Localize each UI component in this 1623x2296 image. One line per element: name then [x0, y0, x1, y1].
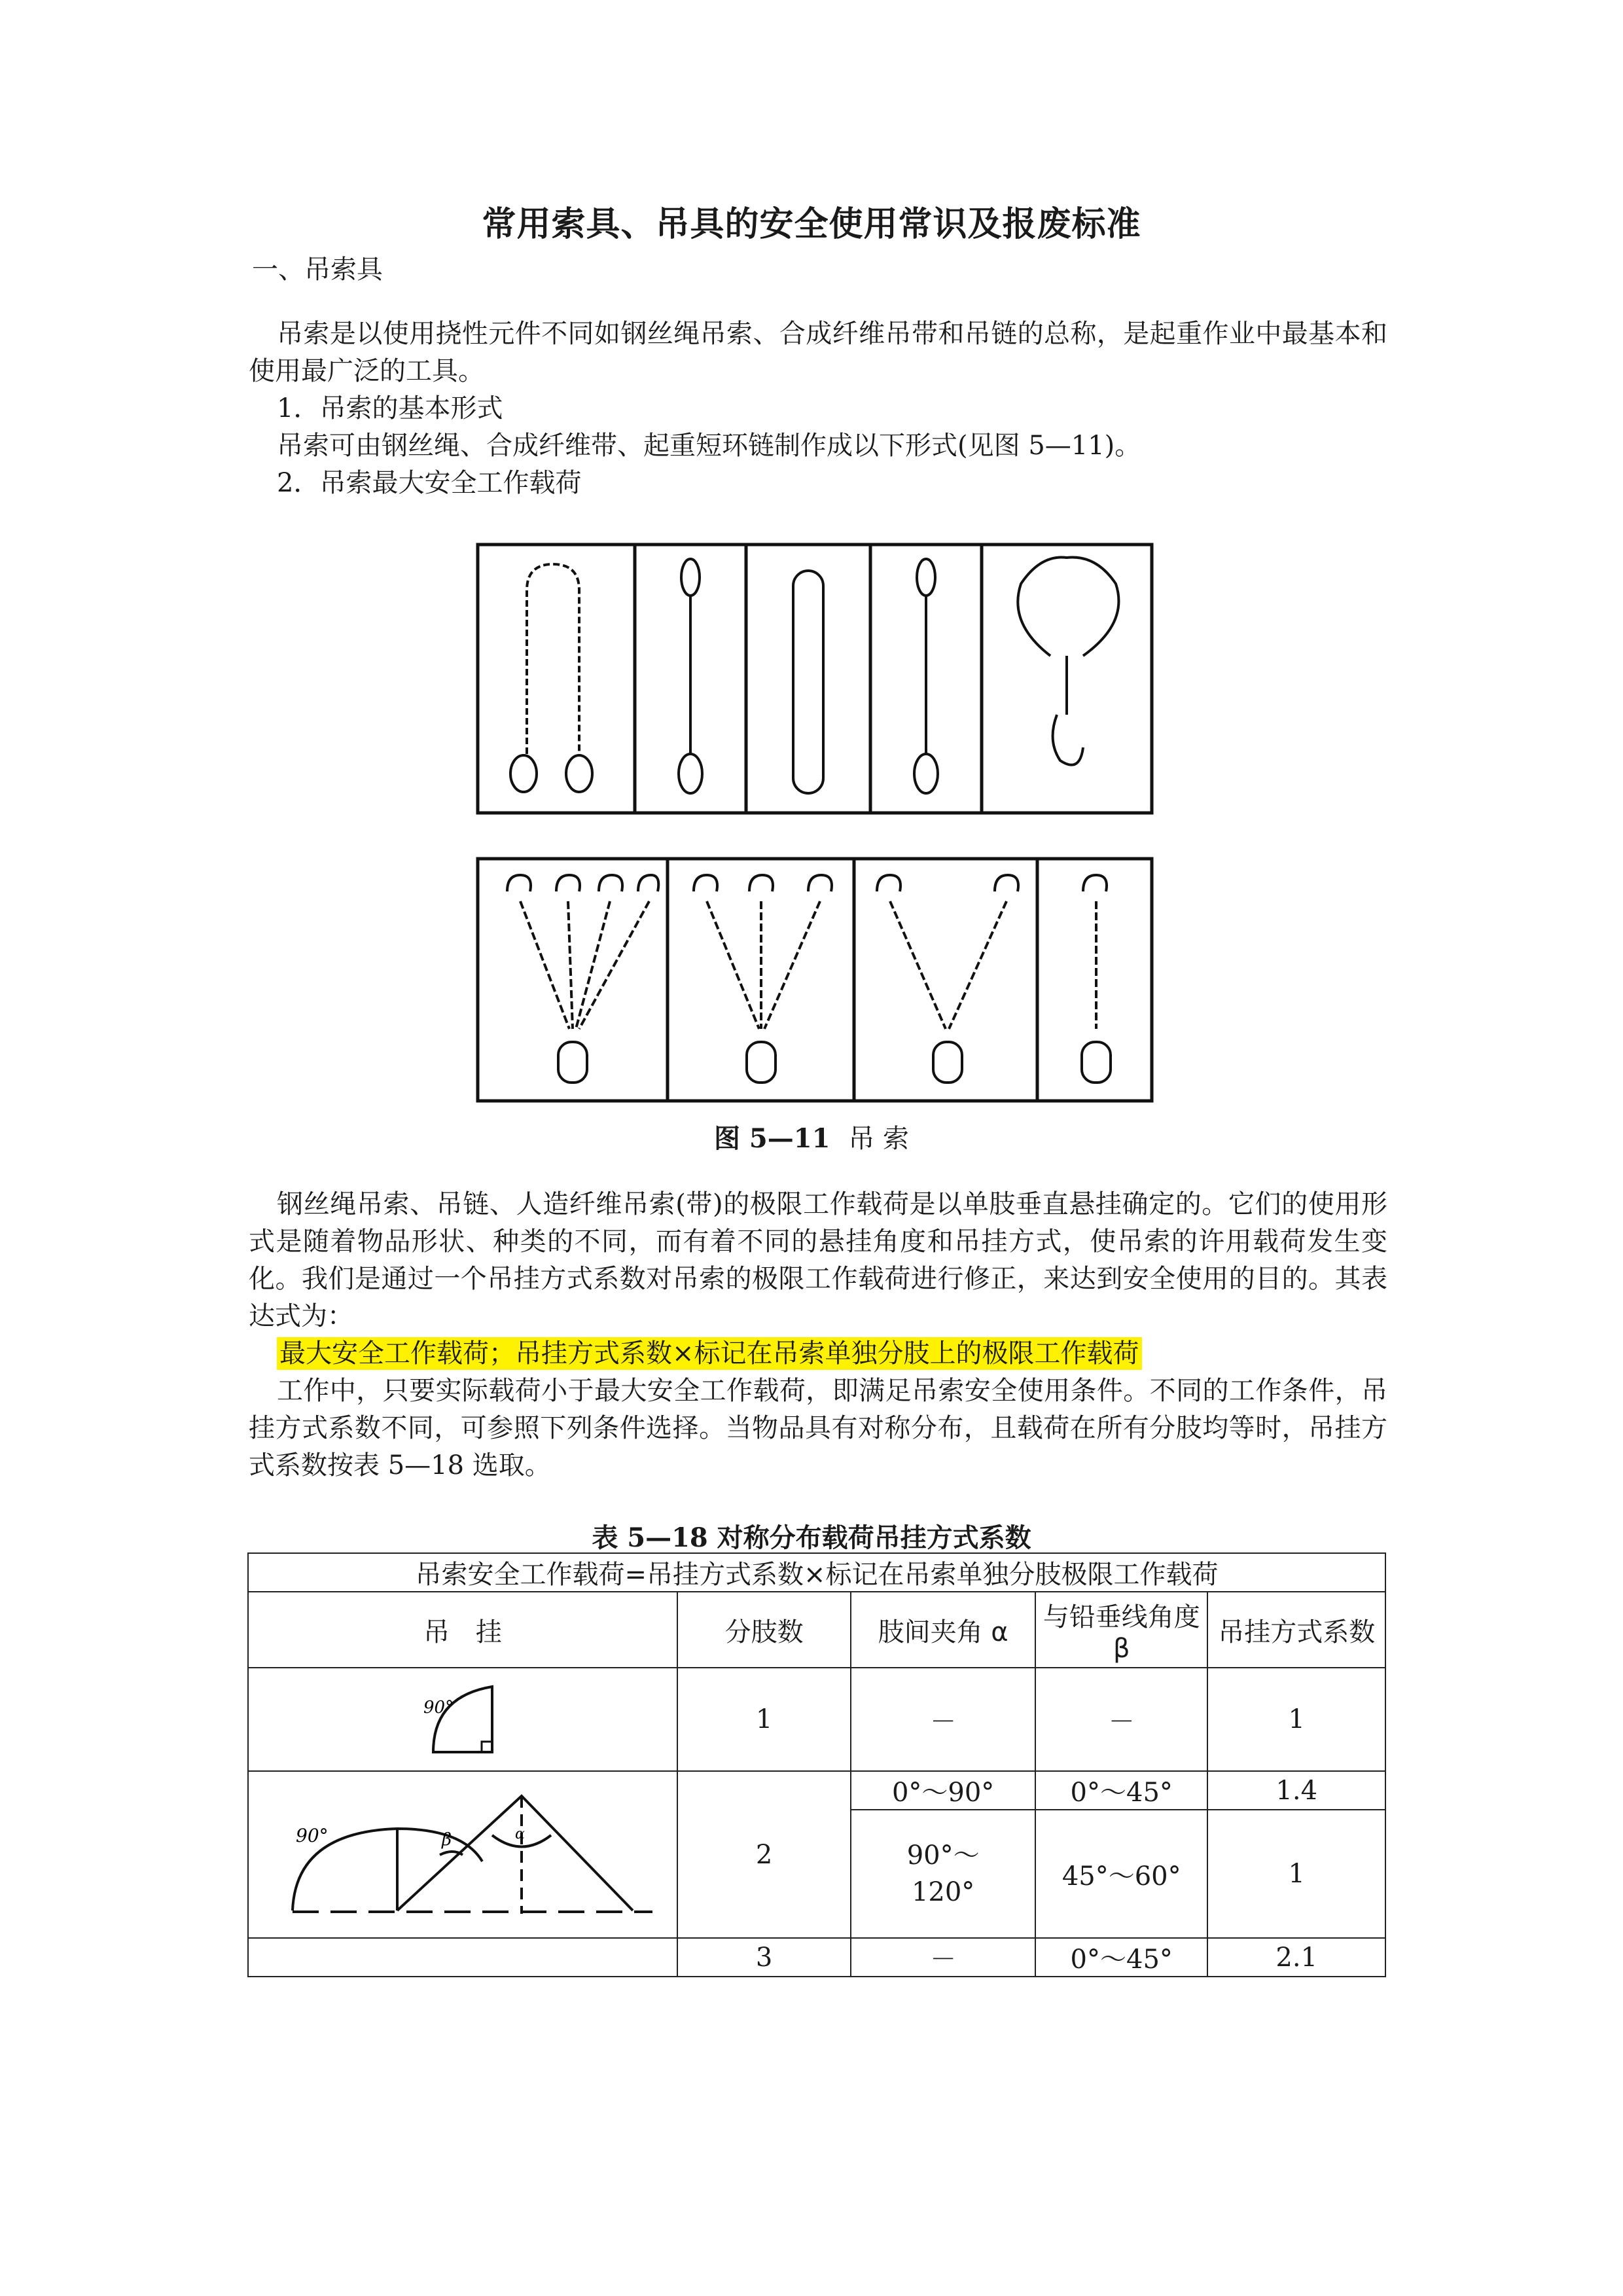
table-cell: 1.4	[1207, 1771, 1385, 1810]
table-caption: 表 5—18 对称分布载荷吊挂方式系数	[592, 1522, 1031, 1553]
item2-title: 2．吊索最大安全工作载荷	[277, 468, 582, 498]
table-cell	[851, 1810, 1035, 1938]
two-leg-diagram	[266, 1783, 659, 1920]
table-cell: －	[851, 1668, 1035, 1771]
column-header: 肢间夹角 α	[851, 1592, 1035, 1668]
column-header: 吊 挂	[248, 1592, 677, 1668]
table-cell: －	[851, 1938, 1035, 1977]
load-paragraph: 钢丝绳吊索、吊链、人造纤维吊索(带)的极限工作载荷是以单肢垂直悬挂确定的。它们的使用形式是随着物品形状、种类的不同，而有着不同的悬挂角度和吊挂方式，使吊索的许用载荷发生变化。我们是通过一个吊挂方式系数对吊索的极限工作载荷进行修正，来达到安全使用的目的。其表达式为：	[249, 1189, 1387, 1331]
formula	[277, 1335, 1142, 1372]
condition-paragraph: 工作中，只要实际载荷小于最大安全工作载荷，即满足吊索安全使用条件。不同的工作条件，吊挂方式系数不同，可参照下列条件选择。当物品具有对称分布，且载荷在所有分肢均等时，吊挂方式系数按表 5—18 选取。	[249, 1376, 1387, 1480]
table-cell: 1	[677, 1668, 851, 1771]
table-cell: －	[1035, 1668, 1208, 1771]
coefficient-table	[247, 1552, 1386, 1977]
angle-label: 90°	[295, 1824, 329, 1846]
column-header: 吊挂方式系数	[1207, 1592, 1385, 1668]
angle-label: 90°	[423, 1698, 454, 1717]
figure-number: 图 5—11	[714, 1123, 830, 1154]
table-cell: 2	[677, 1771, 851, 1938]
diagram-cell-1	[248, 1668, 677, 1771]
table-header-span: 吊索安全工作载荷=吊挂方式系数×标记在吊索单独分肢极限工作载荷	[248, 1553, 1385, 1592]
sling-figure	[471, 538, 1165, 1107]
alpha-label: α	[514, 1825, 525, 1842]
table-cell: 1	[1207, 1810, 1385, 1938]
beta-label: β	[441, 1829, 452, 1850]
table-cell: 3	[677, 1938, 851, 1977]
column-header: 与铅垂线角度 β	[1035, 1592, 1208, 1668]
table-cell: 0°～45°	[1035, 1771, 1208, 1810]
page-title: 常用索具、吊具的安全使用常识及报废标准	[482, 204, 1141, 244]
table-cell: 45°～60°	[1035, 1810, 1208, 1938]
figure-caption	[0, 1118, 1623, 1155]
single-leg-diagram	[414, 1674, 512, 1759]
diagram-cell-3	[248, 1938, 677, 1977]
table-cell: 0°～90°	[851, 1771, 1035, 1810]
alpha-range: 90°～120°	[906, 1840, 980, 1907]
table-cell: 2.1	[1207, 1938, 1385, 1977]
formula-highlight: 最大安全工作载荷；吊挂方式系数×标记在吊索单独分肢上的极限工作载荷	[277, 1337, 1142, 1370]
column-header: 分肢数	[677, 1592, 851, 1668]
diagram-cell-2	[248, 1771, 677, 1938]
figure-caption-text: 吊 索	[848, 1124, 909, 1154]
item1-title: 1．吊索的基本形式	[277, 393, 503, 423]
item1-text: 吊索可由钢丝绳、合成纤维带、起重短环链制作成以下形式(见图 5—11)。	[277, 431, 1141, 461]
table-cell: 1	[1207, 1668, 1385, 1771]
intro-paragraph: 吊索是以使用挠性元件不同如钢丝绳吊索、合成纤维吊带和吊链的总称，是起重作业中最基本和使用最广泛的工具。	[249, 319, 1387, 386]
table-cell: 0°～45°	[1035, 1938, 1208, 1977]
section-heading: 一、吊索具	[252, 255, 383, 285]
